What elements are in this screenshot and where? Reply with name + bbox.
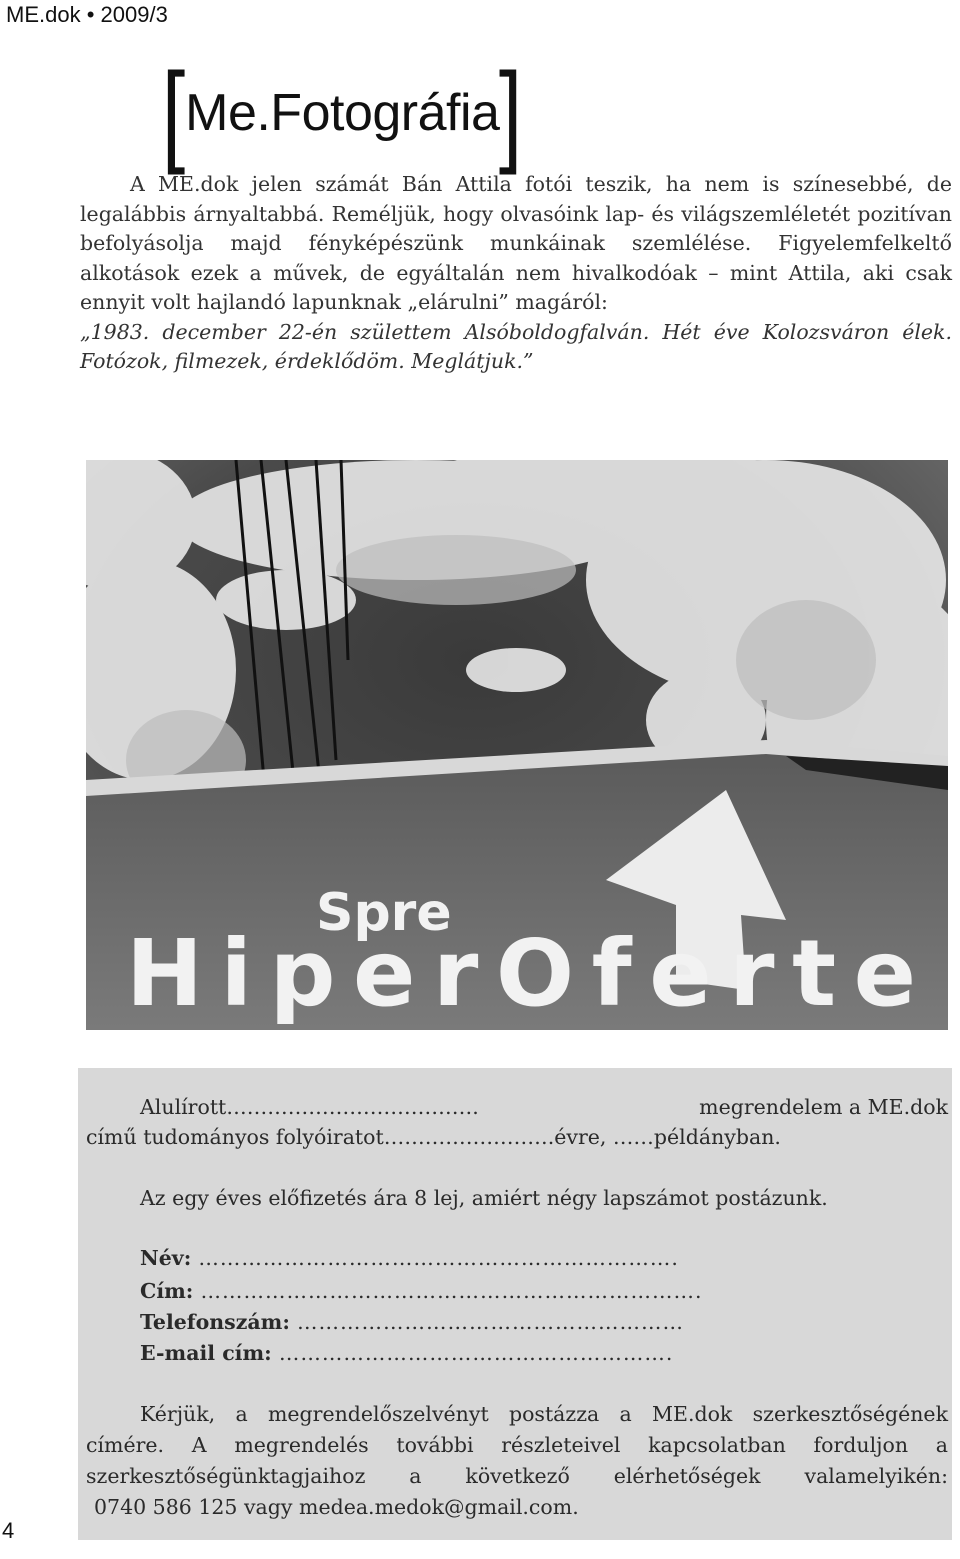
section-title [158,50,527,175]
journal-header: ME.dok • 2009/3 [6,2,168,27]
form-field-phone[interactable] [140,1307,684,1337]
form-order-text: megrendelem a ME.dok [699,1095,948,1119]
form-field-address[interactable] [140,1276,703,1306]
form-line-subscriber [140,1092,948,1122]
form-field-name-blank[interactable]: …………………………………………………………. [198,1246,679,1270]
form-field-phone-label: Telefonszám: [140,1310,290,1334]
sign-text-large: HiperOferte [126,920,916,1027]
left-bracket-icon: [ [161,50,186,175]
intro-text: A ME.dok jelen számát Bán Attila fotói teszik, ha nem is színesebbé, de legalábbis árnyaltabbá. Reméljük, hogy olvasóink lap- és világszemléletét pozitívan befolyásolja majd fényképészünk munkáinak szemlélése. Figyelemfelkeltő alkotások ezek a művek, de egyáltalán nem hivalkodóak – mint Attila, aki csak ennyit volt hajlandó lapunknak „elárulni” magáról: [80,172,952,314]
intro-paragraph [80,170,952,377]
page-number: 4 [2,1518,15,1543]
form-field-address-blank[interactable]: ……………………………………………………………. [200,1279,703,1303]
section-title-text: Me.Fotográfia [185,84,500,142]
form-field-phone-blank[interactable]: ……………………………………………… [297,1310,685,1334]
right-bracket-icon: ] [499,50,523,175]
form-field-name-label: Név: [140,1246,192,1270]
form-subscriber-blank[interactable]: Alulírott………………………………. [140,1095,479,1119]
form-field-email-blank[interactable]: ………………………………………………. [278,1341,674,1365]
form-line-order: című tudományos folyóiratot…………………….évre, ……példányban. [86,1125,781,1149]
sign-text-small: Spre [316,883,452,943]
form-field-name[interactable] [140,1243,679,1273]
intro-quote: „1983. december 22-én születtem Alsóboldogfalván. Hét éve Kolozsváron élek. Fotózok, filmezek, érdeklődöm. Meglátjuk.” [80,319,952,373]
billboard-photo [86,460,948,1030]
form-field-email-label: E-mail cím: [140,1341,272,1365]
form-contact-info: 0740 586 125 vagy medea.medok@gmail.com. [94,1495,579,1519]
form-price-text: Az egy éves előfizetés ára 8 lej, amiért négy lapszámot postázunk. [140,1186,828,1210]
form-field-email[interactable] [140,1338,673,1368]
form-closing-text: Kérjük, a megrendelőszelvényt postázza a ME.dok szerkesztőségének címére. A megrendelés további részleteivel kapcsolatban forduljon a szerkesztőségünktagjaihoz a következő elérhetőségek valamelyikén: [86,1402,948,1488]
form-field-address-label: Cím: [140,1279,194,1303]
